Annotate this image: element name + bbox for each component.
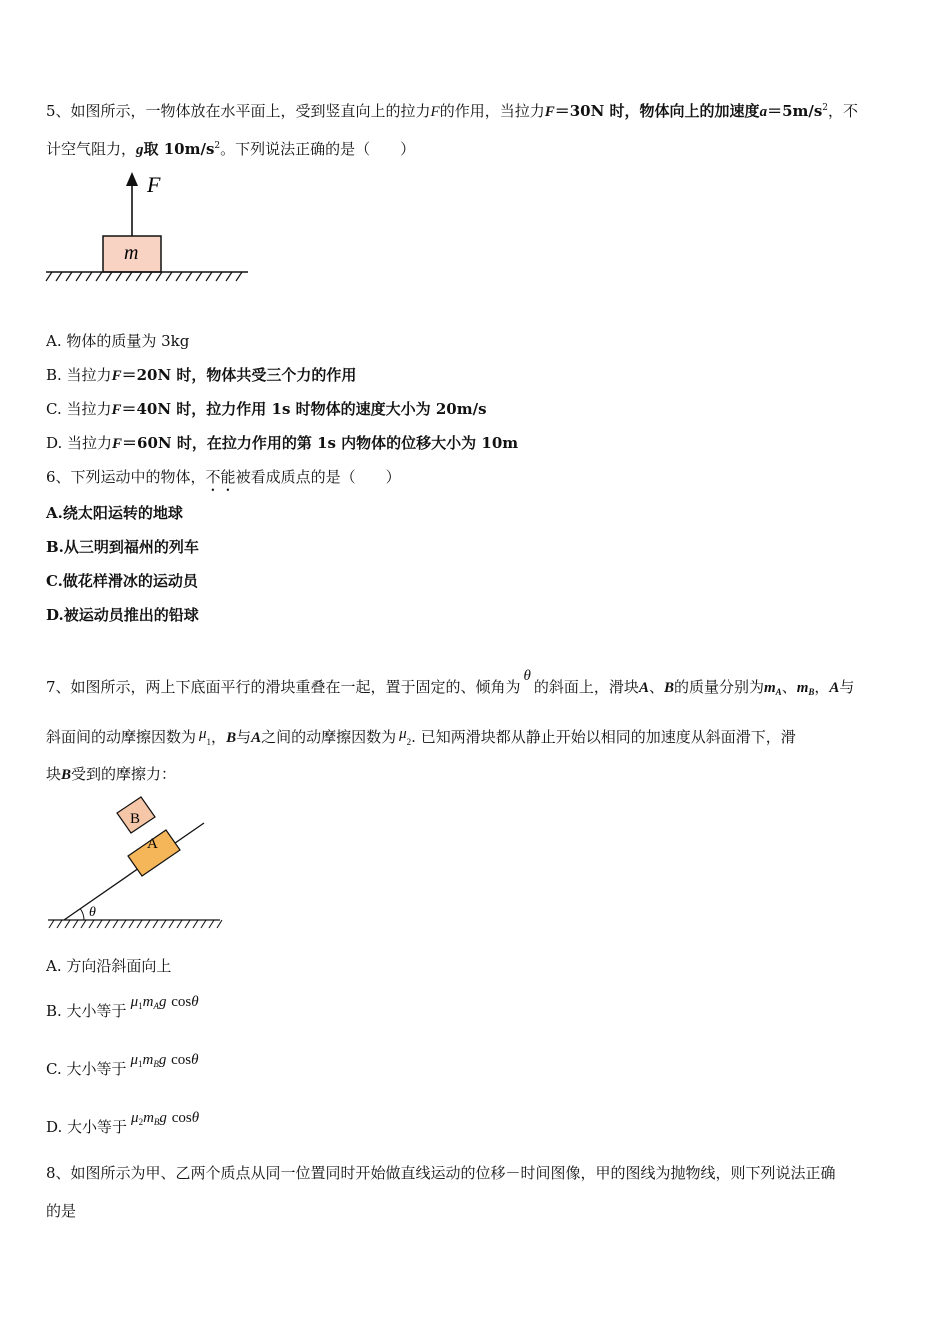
q6-option-b: B.从三明到福州的列车 [46,538,199,556]
q5-stem-line2: 计空气阻力，g取 $10m/s^2$。下列说法正确的是（ ） [46,140,416,158]
q7-stem-line1: 7、如图所示，两上下底面平行的滑块重叠在一起，置于固定的、倾角为θ的斜面上，滑块A、B的质量分别为$m_A$、$m_B$，A与 [46,668,855,697]
block-b-label: B [130,811,141,827]
force-label: F [147,172,161,197]
q5-figure [40,168,255,286]
q7-option-a: A. 方向沿斜面向上 [46,957,172,975]
q6-option-a: A.绕太阳运转的地球 [46,504,183,522]
ground-hatch [49,920,222,928]
force-arrow-head [126,172,138,186]
q5-option-d: D. 当拉力F＝60N 时，在拉力作用的第 1s 内物体的位移大小为 10m [46,434,519,452]
incline-surface [64,823,204,920]
q5-stem-line1: 5、如图所示，一物体放在水平面上，受到竖直向上的拉力F的作用，当拉力F＝30N 时，物体向上的加速度$a=5m/s^2$，不 [46,102,859,120]
q8-stem-line2: 的是 [46,1202,77,1220]
angle-arc [81,909,85,920]
q5-option-b: B. 当拉力F＝20N 时，物体共受三个力的作用 [46,366,357,384]
q7-stem-line3: 块B受到的摩擦力： [46,765,177,783]
q7-figure [40,792,230,937]
q7-stem-line2: 斜面间的动摩擦因数为 $\mu_1$，B与A之间的动摩擦因数为 $\mu_2$. 已知两滑块都从静止开始以相同的加速度从斜面滑下，滑 [46,726,796,747]
q5-option-a: A. 物体的质量为 3kg [46,332,190,350]
q7-option-c: C. 大小等于 $\mu_1m_Bg$ cosθ [46,1052,199,1078]
q6-stem: 6、下列运动中的物体，不能被看成质点的是（ ） [46,468,401,486]
ground-hatch [46,272,242,281]
q6-option-d: D.被运动员推出的铅球 [46,606,199,624]
q7-option-d: D. 大小等于 $\mu_2m_Bg$ cosθ [46,1110,200,1136]
angle-label: θ [89,905,96,920]
q7-option-b: B. 大小等于 $\mu_1m_Ag$ cosθ [46,994,199,1020]
q6-option-c: C.做花样滑冰的运动员 [46,572,198,590]
q5-option-c: C. 当拉力F＝40N 时，拉力作用 1s 时物体的速度大小为 20m/s [46,400,487,418]
block-a-label: A [147,836,158,852]
mass-label: m [124,242,139,264]
q8-stem-line1: 8、如图所示为甲、乙两个质点从同一位置同时开始做直线运动的位移－时间图像，甲的图线为抛物线，则下列说法正确 [46,1164,836,1182]
